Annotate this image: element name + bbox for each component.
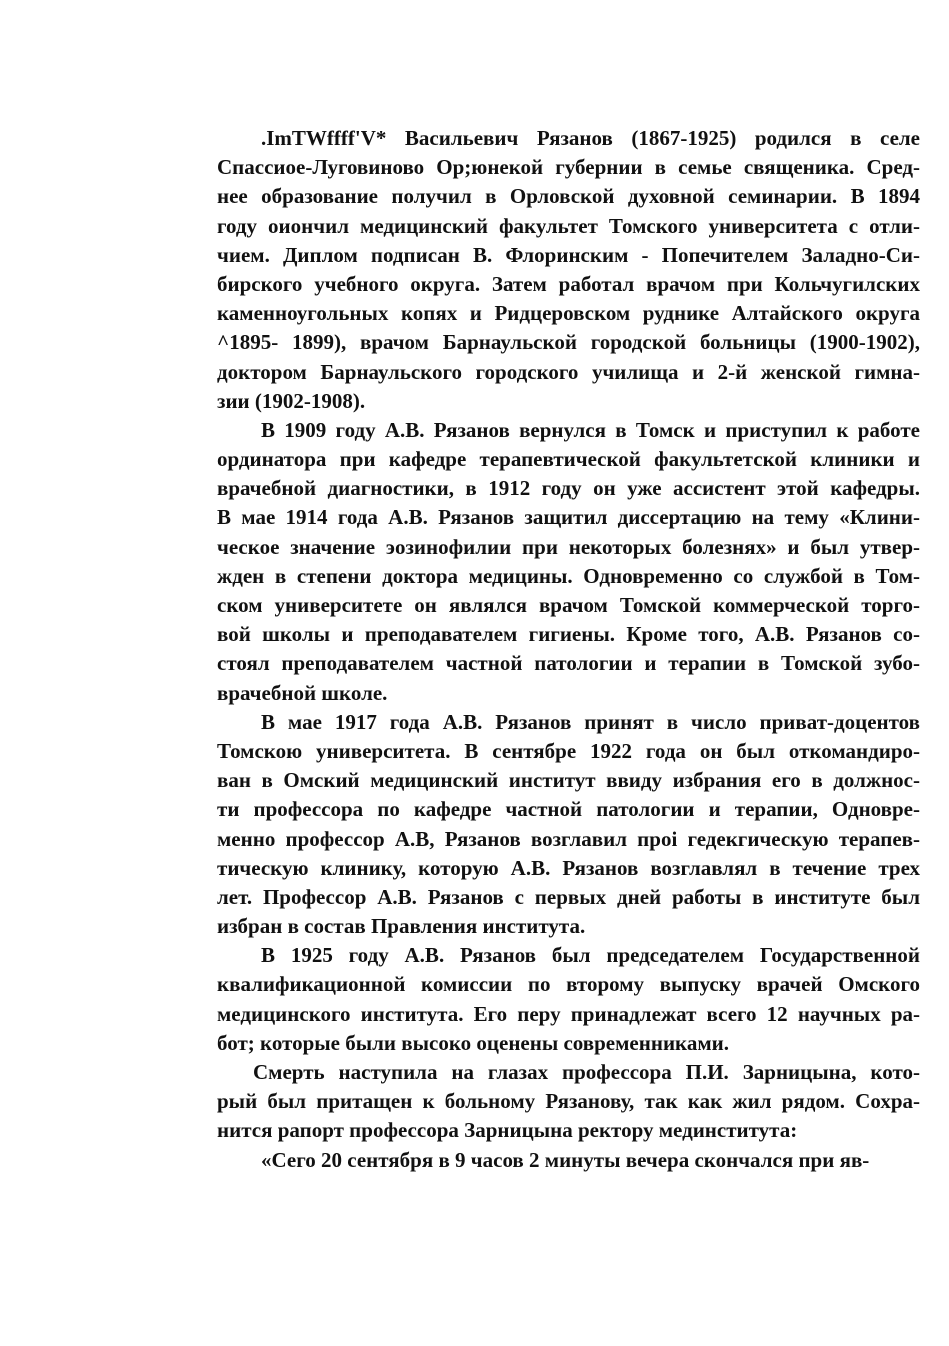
- text-line: В мае 1917 года А.В. Рязанов принят в число приват-доцентов: [261, 709, 920, 734]
- paragraph: [217, 1146, 920, 1175]
- text-line: нее образование получил в Орловской духовной семинарии. В 1894: [217, 184, 920, 209]
- text-line: квалификационной комиссии по второму выпуску врачей Омского: [217, 972, 920, 997]
- text-line: ^1895- 1899), врачом Барнаульской городской больницы (1900-1902),: [217, 330, 920, 355]
- text-line: жден в степени доктора медицины. Одновременно со службой в Том-: [217, 563, 920, 588]
- text-line: врачебной школе.: [217, 680, 388, 705]
- paragraph: [217, 1058, 920, 1146]
- text-line: «Сего 20 сентября в 9 часов 2 минуты вечера скончался при яв-: [261, 1147, 870, 1172]
- paragraph: [217, 124, 920, 416]
- text-line: Спассиое-Луговиново Ор;юнекой губернии в семье священика. Сред-: [217, 155, 920, 180]
- text-line: ван в Омский медицинский институт ввиду избрания его в должнос-: [217, 768, 920, 793]
- text-line: тическую клинику, которую А.В. Рязанов возглавлял в течение трех: [217, 855, 920, 880]
- text-line: В 1909 году А.В. Рязанов вернулся в Томск и приступил к работе: [261, 417, 920, 442]
- text-line: ординатора при кафедре терапевтической факультетской клиники и: [217, 447, 920, 472]
- text-line: зии (1902-1908).: [217, 388, 366, 413]
- text-line: году оиончил медицинский факультет Томского университета с отли-: [217, 213, 920, 238]
- text-line: стоял преподавателем частной патологии и терапии в Томской зубо-: [217, 651, 920, 676]
- text-line: Томскою университета. В сентябре 1922 года он был откомандиро-: [217, 738, 920, 763]
- text-line: .ImTWffff'V* Васильевич Рязанов (1867-1925) родился в селе: [261, 126, 920, 150]
- text-line: В мае 1914 года А.В. Рязанов защитил диссертацию на тему «Клини-: [217, 505, 920, 530]
- text-line: врачебной диагностики, в 1912 году он уже ассистент этой кафедры.: [217, 476, 920, 501]
- text-line: ском университете он являлся врачом Томской коммерческой торго-: [217, 593, 920, 617]
- text-line: менно профессор А.В, Рязанов возглавил проi гедекгическую терапев-: [217, 826, 920, 851]
- text-line: вой школы и преподавателем гигиены. Кроме того, А.В. Рязанов со-: [217, 622, 920, 647]
- text-line: чием. Диплом подписан В. Флоринским - Попечителем Заладно-Си-: [217, 242, 920, 267]
- text-line: доктором Барнаульского городского училища и 2-й женской гимна-: [217, 359, 920, 384]
- document-body: [217, 124, 920, 1175]
- text-line: медицинского института. Его перу принадлежат всего 12 научных ра-: [217, 1001, 920, 1026]
- text-line: лет. Профессор А.В. Рязанов с первых дней работы в институте был: [217, 884, 920, 909]
- text-line: ческое значение эозинофилии при некоторых болезнях» и был утвер-: [217, 534, 920, 559]
- paragraph: [217, 708, 920, 942]
- text-line: Смерть наступила на глазах профессора П.И. Зарницына, кото-: [253, 1060, 920, 1084]
- text-line: нится рапорт профессора Зарницына ректору мединститута:: [217, 1118, 798, 1143]
- text-line: ти профессора по кафедре частной патологии и терапии, Одновре-: [217, 797, 920, 822]
- text-line: бот; которые были высоко оценены современниками.: [217, 1030, 729, 1055]
- paragraph: [217, 941, 920, 1058]
- text-line: каменноугольных копях и Ридцеровском руднике Алтайского округа: [217, 301, 920, 326]
- text-line: рый был притащен к больному Рязанову, так как жил рядом. Сохра-: [217, 1089, 920, 1114]
- paragraph: [217, 416, 920, 708]
- text-line: В 1925 году А.В. Рязанов был председателем Государственной: [261, 943, 920, 968]
- text-line: бирского учебного округа. Затем работал врачом при Кольчугилских: [217, 271, 920, 296]
- text-line: избран в состав Правления института.: [217, 914, 586, 939]
